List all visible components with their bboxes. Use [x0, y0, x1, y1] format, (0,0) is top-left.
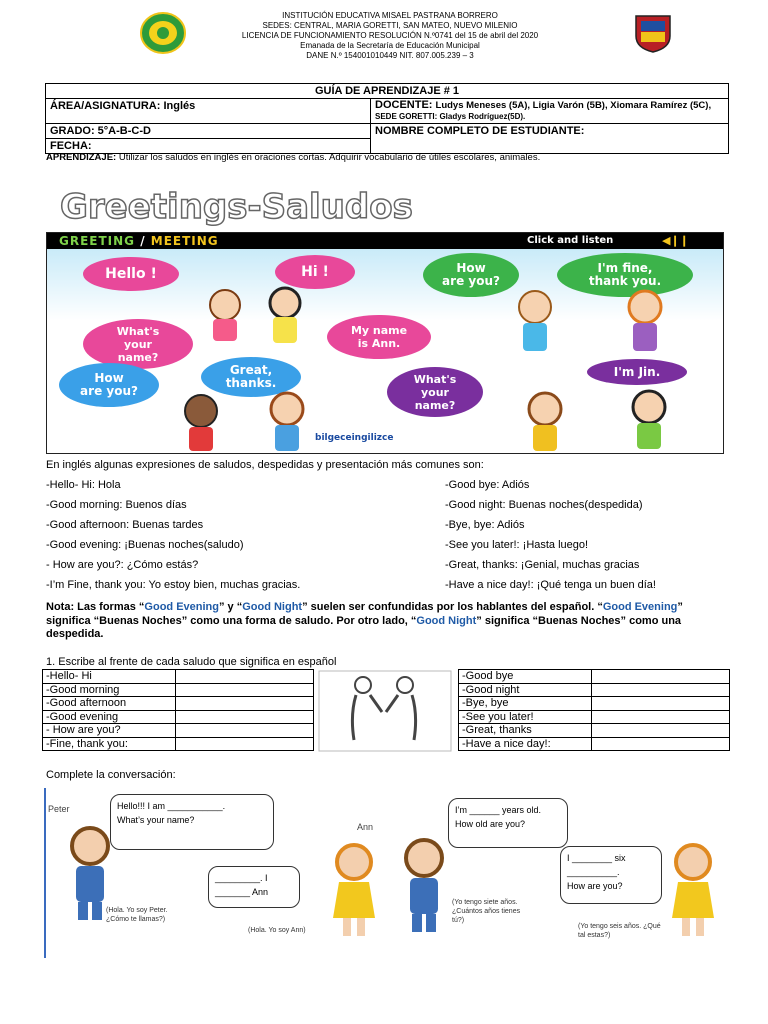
exercise-table-left [42, 669, 314, 751]
list-item: - How are you?: ¿Cómo estás? [46, 559, 199, 571]
list-item: -Good afternoon: Buenas tardes [46, 519, 204, 531]
exercise-prompt: -Good bye [459, 670, 592, 684]
docente-goretti: SEDE GORETTI: Gladys Rodríguez(5D). [375, 112, 526, 121]
exercise-prompt: -See you later! [459, 710, 592, 724]
speech-bubble: How are you? [59, 363, 159, 407]
click-and-listen[interactable]: Click and listen [527, 235, 614, 246]
answer-cell[interactable] [176, 724, 314, 738]
answer-cell[interactable] [176, 710, 314, 724]
left-expressions-list [46, 478, 300, 598]
ann-illustration [664, 840, 722, 940]
speech-bubble-ann-2 [560, 846, 662, 904]
right-expressions-list [445, 478, 656, 598]
banner-meeting: MEETING [150, 234, 219, 248]
school-header [180, 11, 600, 61]
aprendizaje [46, 152, 746, 163]
child-illustration [173, 393, 229, 453]
answer-cell[interactable] [592, 724, 730, 738]
child-illustration [257, 285, 313, 349]
note-highlight: Good Evening [144, 601, 219, 613]
answer-cell[interactable] [176, 683, 314, 697]
note-text: ” suelen ser confundidas por los hablantes del español. “ [302, 601, 603, 613]
exercise-title: 1. Escribe al frente de cada saludo que significa en español [46, 656, 337, 668]
answer-cell[interactable] [176, 670, 314, 684]
exercise-prompt: -Good night [459, 683, 592, 697]
translation-note: (Hola. Yo soy Ann) [248, 927, 306, 934]
child-illustration [517, 391, 573, 453]
speech-bubble: What's your name? [83, 319, 193, 369]
exercise-prompt: -Hello- Hi [43, 670, 176, 684]
child-illustration [617, 289, 673, 355]
exercise-prompt: -Good morning [43, 683, 176, 697]
exercise-prompt: -Bye, bye [459, 697, 592, 711]
speech-bubble: My name is Ann. [327, 315, 431, 359]
answer-cell[interactable] [176, 697, 314, 711]
bubble-line: What’s your name? [117, 815, 195, 825]
bubble-line[interactable]: _________. I [215, 873, 268, 883]
list-item: -Good evening: ¡Buenas noches(saludo) [46, 539, 244, 551]
answer-cell[interactable] [592, 710, 730, 724]
speech-bubble: I'm fine, thank you. [557, 253, 693, 297]
answer-cell[interactable] [176, 737, 314, 751]
bubble-line[interactable]: _______ Ann [215, 887, 269, 897]
student-name-field[interactable]: NOMBRE COMPLETO DE ESTUDIANTE: [371, 124, 729, 154]
handshake-illustration [318, 670, 452, 752]
aprendizaje-text: Utilizar los saludos en inglés en oraciones cortas. Adquirir vocabulario de útiles escolares, animales. [116, 152, 541, 163]
translation-note: (Hola. Yo soy Peter. ¿Cómo te llamas?) [106, 907, 168, 923]
speech-bubble: I'm Jin. [587, 359, 687, 385]
note-text: ” significa “Buenas Noches” como una forma de saludo. Por otro lado, “ [46, 601, 683, 627]
list-item: -Good morning: Buenos días [46, 499, 187, 511]
bubble-line[interactable]: Hello!!! I am ___________. [117, 801, 226, 811]
title-text: Greetings-Saludos [60, 187, 413, 226]
fecha-field[interactable]: FECHA: [46, 139, 371, 154]
exercise-prompt: - How are you? [43, 724, 176, 738]
speech-bubble-peter-1 [110, 794, 274, 850]
bubble-line: How are you? [567, 881, 623, 891]
header-line: DANE N.º 154001010449 NIT. 807.005.239 – 3 [306, 51, 474, 60]
guide-title: GUÍA DE APRENDIZAJE # 1 [46, 84, 729, 99]
bubble-line[interactable]: I’m ______ years old. [455, 805, 542, 815]
child-illustration [197, 287, 253, 347]
child-illustration [259, 391, 315, 453]
answer-cell[interactable] [592, 737, 730, 751]
greeting-banner [46, 232, 724, 454]
list-item: -Great, thanks: ¡Genial, muchas gracias [445, 559, 640, 571]
header-line: INSTITUCIÓN EDUCATIVA MISAEL PASTRANA BORRERO [282, 11, 498, 20]
translation-note: (Yo tengo siete años. ¿Cuántos años tienes tú?) [452, 899, 521, 924]
child-illustration [621, 389, 677, 453]
speech-bubble-ann-1 [208, 866, 300, 908]
bubble-line[interactable]: I ________ six [567, 853, 626, 863]
note-highlight: Good Night [242, 601, 303, 613]
banner-greeting: GREETING [59, 234, 136, 248]
translation-note: (Yo tengo seis años. ¿Qué tal estas?) [578, 923, 661, 939]
exercise-prompt: -Fine, thank you: [43, 737, 176, 751]
answer-cell[interactable] [592, 683, 730, 697]
note-paragraph [46, 601, 730, 642]
header-line: Emanada de la Secretaría de Educación Municipal [300, 41, 480, 50]
list-item: -Good bye: Adiós [445, 479, 530, 491]
header-line: LICENCIA DE FUNCIONAMIENTO RESOLUCIÓN N.º0741 del 15 de abril del 2020 [241, 31, 539, 40]
note-text: ” y “ [218, 601, 243, 613]
speech-bubble: Hi ! [275, 255, 355, 289]
banner-sep: / [135, 234, 151, 248]
speaker-icon[interactable]: ◀❙❙ [662, 235, 689, 247]
ann-illustration [325, 840, 383, 940]
list-item: -See you later!: ¡Hasta luego! [445, 539, 589, 551]
banner-header-bar [47, 233, 723, 249]
list-item: -Good night: Buenas noches(despedida) [445, 499, 643, 511]
exercise-prompt: -Good afternoon [43, 697, 176, 711]
list-item: -I’m Fine, thank you: Yo estoy bien, muchas gracias. [46, 579, 301, 591]
docente-label: DOCENTE: [375, 99, 433, 111]
bubble-line: How old are you? [455, 819, 526, 829]
aprendizaje-label: APRENDIZAJE: [46, 152, 117, 163]
greetings-title [58, 186, 528, 226]
note-text: Nota: Las formas “ [46, 601, 145, 613]
header-line: SEDES: CENTRAL, MARIA GORETTI, SAN MATEO, NUEVO MILENIO [262, 21, 518, 30]
conversation-title: Complete la conversación: [46, 769, 176, 781]
city-shield-logo [632, 12, 674, 54]
answer-cell[interactable] [592, 670, 730, 684]
grado-field: GRADO: 5°A-B-C-D [46, 124, 371, 139]
speech-bubble: Great, thanks. [201, 357, 301, 397]
note-highlight: Good Night [416, 614, 477, 627]
list-item: -Hello- Hi: Hola [46, 479, 121, 491]
note-highlight: Good Evening [602, 601, 678, 613]
area-field: ÁREA/ASIGNATURA: Inglés [46, 99, 371, 124]
speaker-peter: Peter [48, 804, 70, 814]
docente-field [371, 99, 729, 124]
speaker-ann: Ann [357, 822, 374, 832]
speech-bubble: What's your name? [387, 367, 483, 417]
guide-info-table [45, 83, 729, 154]
exercise-prompt: -Have a nice day!: [459, 737, 592, 751]
bubble-line[interactable]: __________. [567, 867, 620, 877]
list-item: -Bye, bye: Adiós [445, 519, 525, 531]
intro-text: En inglés algunas expresiones de saludos, despedidas y presentación más comunes son: [46, 459, 484, 471]
exercise-prompt: -Great, thanks [459, 724, 592, 738]
list-item: -Have a nice day!: ¡Qué tenga un buen día! [445, 579, 656, 591]
banner-watermark: bilgeceingilizce [315, 433, 394, 443]
exercise-prompt: -Good evening [43, 710, 176, 724]
speech-bubble-peter-2 [448, 798, 568, 848]
speech-bubble: Hello ! [83, 257, 179, 291]
answer-cell[interactable] [592, 697, 730, 711]
speech-bubble: How are you? [423, 253, 519, 297]
exercise-table-right [458, 669, 730, 751]
note-text: ” significa “Buenas Noches” como una despedida. [46, 614, 682, 640]
child-illustration [507, 289, 563, 355]
peter-illustration [392, 836, 456, 936]
docente-names: Ludys Meneses (5A), Ligia Varón (5B), Xiomara Ramírez (5C), [435, 100, 712, 111]
